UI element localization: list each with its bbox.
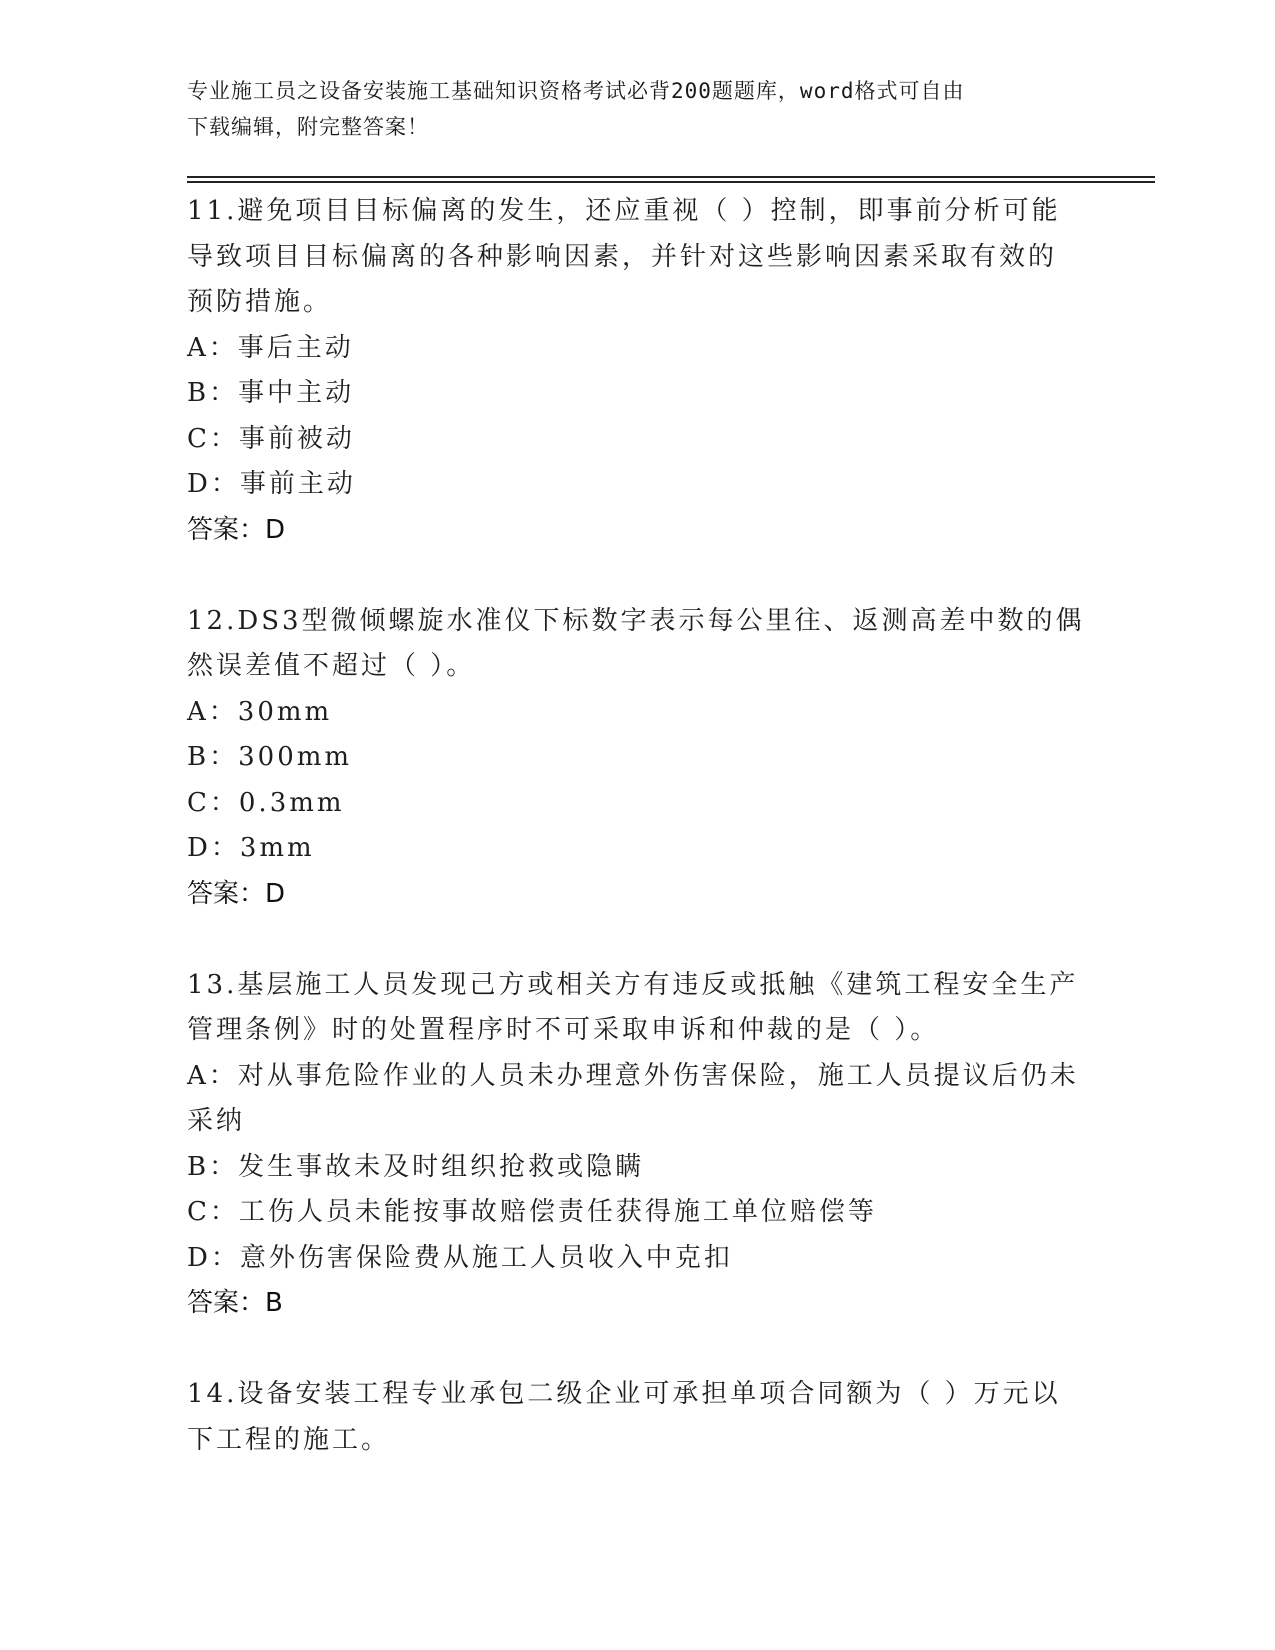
option-b: B：300mm <box>187 742 353 772</box>
header-line-2: 下载编辑，附完整答案！ <box>187 115 429 139</box>
option-d: D：事前主动 <box>187 469 356 499</box>
question-11 <box>187 189 1087 553</box>
question-stem-line: 13.基层施工人员发现己方或相关方有违反或抵触《建筑工程安全生产 <box>187 969 1079 1000</box>
answer-line: 答案：D <box>187 514 286 545</box>
option-b: B：发生事故未及时组织抢救或隐瞒 <box>187 1151 645 1182</box>
option-c: C：工伤人员未能按事故赔偿责任获得施工单位赔偿等 <box>187 1197 877 1227</box>
option-a: A：30mm <box>187 696 333 727</box>
question-list <box>187 189 1087 1463</box>
question-spacer <box>187 553 1087 599</box>
document-header <box>187 73 1067 145</box>
option-b: B：事中主动 <box>187 378 355 408</box>
question-stem-line: 12.DS3型微倾螺旋水准仪下标数字表示每公里往、返测高差中数的偶 <box>187 605 1085 636</box>
question-13 <box>187 963 1087 1327</box>
question-spacer <box>187 917 1087 963</box>
option-c: C：事前被动 <box>187 423 355 454</box>
header-line-1: 专业施工员之设备安装施工基础知识资格考试必背200题题库，word格式可自由 <box>187 79 965 103</box>
question-stem-line: 下工程的施工。 <box>187 1424 391 1455</box>
option-a: A：对从事危险作业的人员未办理意外伤害保险，施工人员提议后仍未 <box>187 1060 1079 1091</box>
header-divider-bottom <box>187 181 1155 183</box>
question-stem-line: 管理条例》时的处置程序时不可采取申诉和仲裁的是（ ）。 <box>187 1015 940 1045</box>
option-c: C：0.3mm <box>187 787 345 818</box>
question-stem-line: 14.设备安装工程专业承包二级企业可承担单项合同额为（ ）万元以 <box>187 1379 1061 1409</box>
header-divider-top <box>187 176 1155 178</box>
option-d: D：3mm <box>187 833 315 863</box>
question-stem-line: 然误差值不超过（ ）。 <box>187 651 476 681</box>
answer-line: 答案：B <box>187 1288 283 1318</box>
option-d: D：意外伤害保险费从施工人员收入中克扣 <box>187 1242 733 1273</box>
option-a: A：事后主动 <box>187 332 354 363</box>
answer-line: 答案：D <box>187 878 286 909</box>
question-stem-line: 导致项目目标偏离的各种影响因素，并针对这些影响因素采取有效的 <box>187 241 1058 272</box>
question-14 <box>187 1372 1087 1463</box>
question-stem-line: 11.避免项目目标偏离的发生，还应重视（ ）控制，即事前分析可能 <box>187 196 1061 226</box>
question-spacer <box>187 1327 1087 1373</box>
question-12 <box>187 599 1087 918</box>
question-stem-line: 预防措施。 <box>187 287 333 317</box>
option-a-continued: 采纳 <box>187 1106 246 1136</box>
